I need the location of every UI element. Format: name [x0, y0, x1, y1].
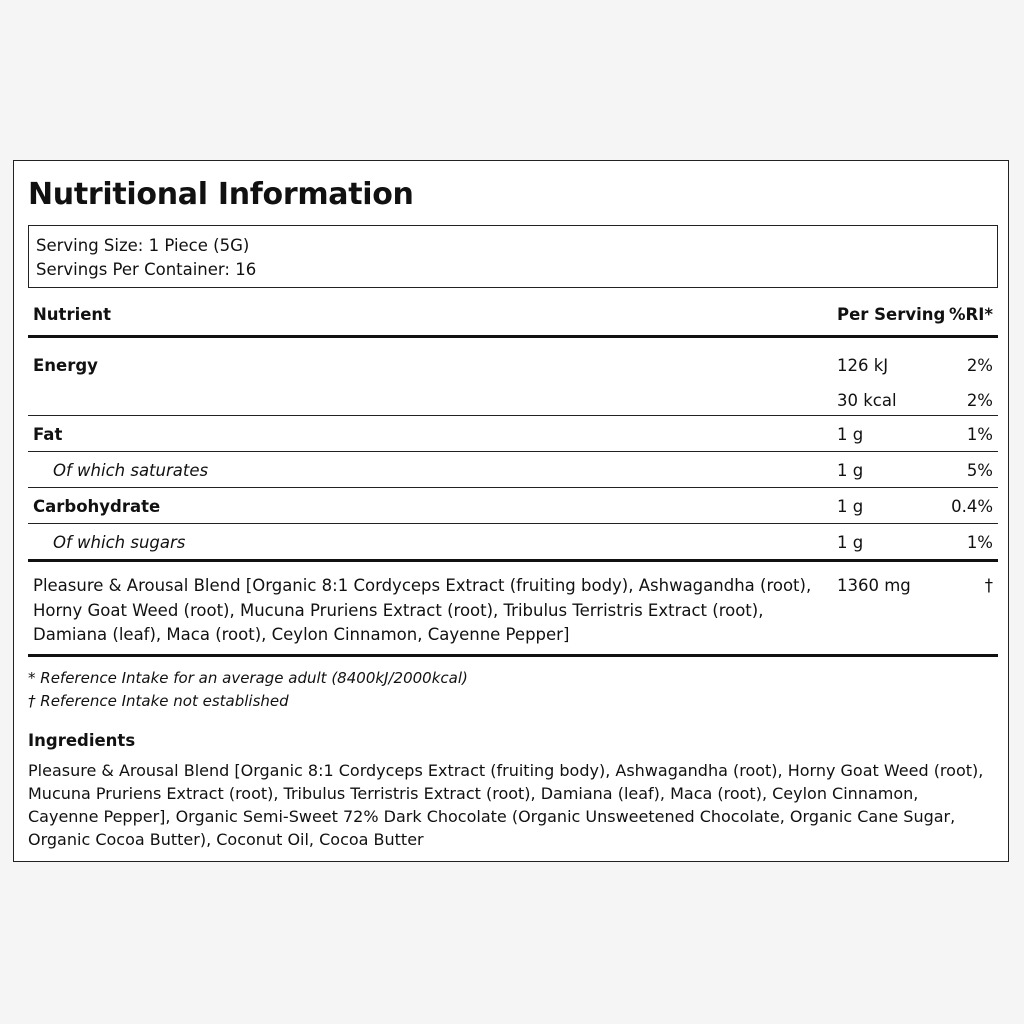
table-row-energy: [28, 338, 998, 416]
page-title: Nutritional Information: [28, 177, 414, 212]
fat-ri: 1%: [966, 425, 993, 444]
saturates-ri: 5%: [966, 461, 993, 480]
blend-name: Pleasure & Arousal Blend [Organic 8:1 Cordyceps Extract (fruiting body), Ashwagandha (root), Horny Goat Weed (root), Mucuna Pruriens Extract (root), Tribulus Terristris Extract (root), Damiana (leaf), Maca (root), Ceylon Cinnamon, Cayenne Pepper]: [33, 576, 812, 644]
energy-kcal-ri: 2%: [966, 391, 993, 410]
sugars-per-serving: 1 g: [837, 533, 864, 552]
header-ri: %RI*: [948, 305, 993, 324]
carbohydrate-per-serving: 1 g: [837, 497, 864, 516]
ingredients-text: Pleasure & Arousal Blend [Organic 8:1 Cordyceps Extract (fruiting body), Ashwagandha (root), Horny Goat Weed (root), Mucuna Pruriens Extract (root), Tribulus Terristris Extract (root), Damiana (leaf), Maca (root), Ceylon Cinnamon, Cayenne Pepper], Organic Semi-Sweet 72% Dark Chocolate (Organic Unsweetened Chocolate, Organic Cane Sugar, Organic Cocoa Butter), Coconut Oil, Cocoa Butter: [28, 761, 984, 849]
nutrition-table: [28, 291, 998, 657]
carbohydrate-ri: 0.4%: [951, 497, 993, 516]
nutrient-name-carbohydrate: Carbohydrate: [33, 497, 161, 516]
nutrient-name-energy: Energy: [33, 356, 98, 375]
table-row-saturates: [28, 452, 998, 488]
saturates-per-serving: 1 g: [837, 461, 864, 480]
footnotes: [28, 667, 468, 713]
energy-kcal: 30 kcal: [837, 391, 897, 410]
table-row-fat: [28, 416, 998, 452]
servings-per-container: Servings Per Container: 16: [36, 260, 257, 279]
serving-size: Serving Size: 1 Piece (5G): [36, 236, 250, 255]
nutrition-panel: [13, 160, 1009, 862]
header-nutrient: Nutrient: [33, 305, 112, 324]
energy-kj: 126 kJ: [837, 356, 889, 375]
footnote-ri: * Reference Intake for an average adult (8400kJ/2000kcal): [28, 669, 468, 687]
energy-kj-ri: 2%: [966, 356, 993, 375]
footnote-dagger: † Reference Intake not established: [28, 692, 289, 710]
table-row-blend: [28, 562, 998, 657]
fat-per-serving: 1 g: [837, 425, 864, 444]
nutrient-name-fat: Fat: [33, 425, 63, 444]
sugars-ri: 1%: [966, 533, 993, 552]
ingredients-title: Ingredients: [28, 731, 136, 750]
table-row-sugars: [28, 524, 998, 562]
blend-per-serving: 1360 mg: [837, 576, 911, 595]
nutrient-name-sugars: Of which sugars: [53, 533, 186, 552]
table-header-row: [28, 291, 998, 338]
nutrient-name-saturates: Of which saturates: [53, 461, 209, 480]
table-row-carbohydrate: [28, 488, 998, 524]
serving-info-box: [28, 225, 998, 288]
header-per-serving: Per Serving: [837, 305, 946, 324]
blend-ri: †: [984, 576, 993, 595]
